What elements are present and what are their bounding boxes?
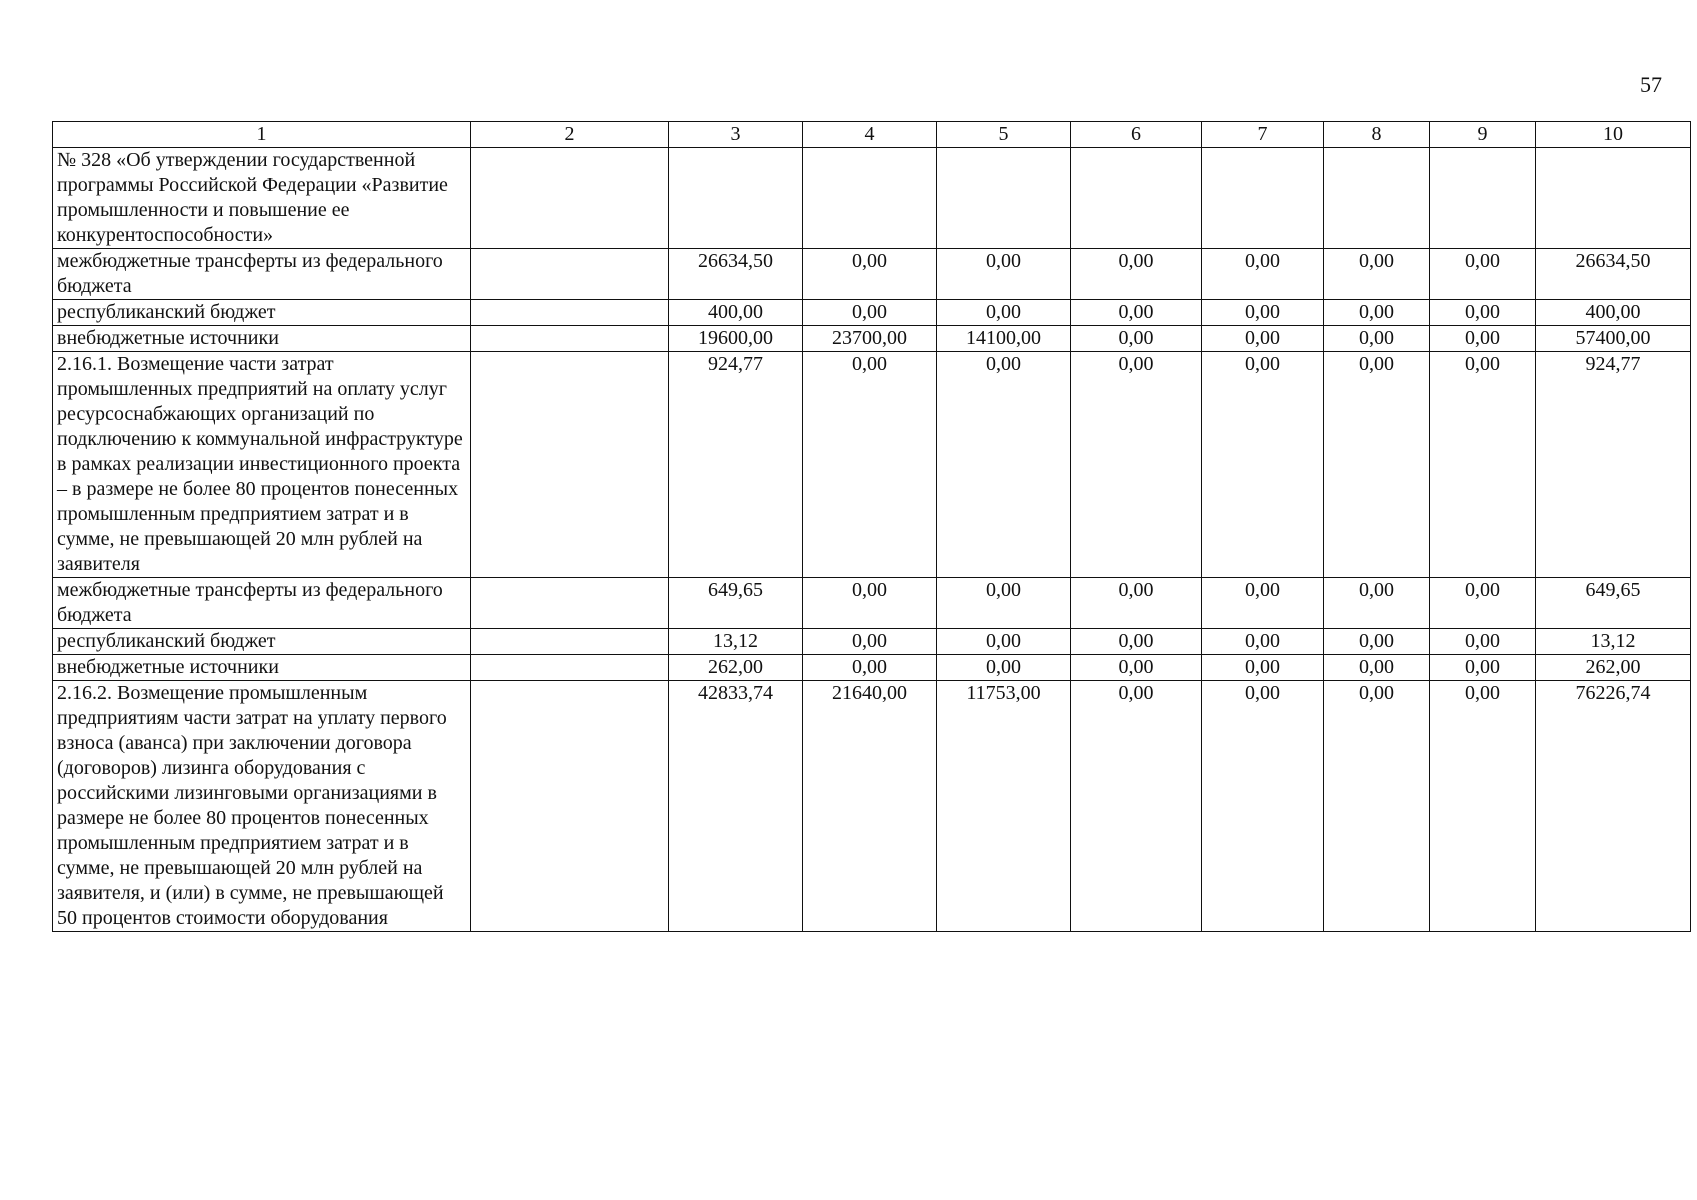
column-header-6: 6: [1071, 122, 1202, 148]
value-cell-col9: 0,00: [1430, 655, 1536, 681]
value-cell-col6: [1071, 148, 1202, 249]
row-col2-cell: [471, 249, 669, 300]
value-cell-col10: 26634,50: [1536, 249, 1691, 300]
row-description: межбюджетные трансферты из федерального бюджета: [53, 578, 471, 629]
table-row: [53, 352, 1691, 578]
row-description: республиканский бюджет: [53, 300, 471, 326]
table-row: [53, 300, 1691, 326]
row-description: внебюджетные источники: [53, 326, 471, 352]
value-cell-col4: 21640,00: [803, 681, 937, 932]
row-col2-cell: [471, 326, 669, 352]
value-cell-col8: 0,00: [1324, 578, 1430, 629]
value-cell-col4: 0,00: [803, 249, 937, 300]
table-row: [53, 578, 1691, 629]
value-cell-col5: 0,00: [937, 578, 1071, 629]
column-header-8: 8: [1324, 122, 1430, 148]
row-description: № 328 «Об утверждении государственной программы Российской Федерации «Развитие промышленности и повышение ее конкурентоспособности»: [53, 148, 471, 249]
value-cell-col9: 0,00: [1430, 681, 1536, 932]
header-row: [53, 122, 1691, 148]
value-cell-col3: 19600,00: [669, 326, 803, 352]
value-cell-col6: 0,00: [1071, 578, 1202, 629]
value-cell-col3: 262,00: [669, 655, 803, 681]
value-cell-col5: 14100,00: [937, 326, 1071, 352]
value-cell-col3: 26634,50: [669, 249, 803, 300]
row-description: межбюджетные трансферты из федерального бюджета: [53, 249, 471, 300]
value-cell-col8: 0,00: [1324, 300, 1430, 326]
column-header-10: 10: [1536, 122, 1691, 148]
value-cell-col10: 924,77: [1536, 352, 1691, 578]
value-cell-col7: 0,00: [1202, 578, 1324, 629]
value-cell-col4: 0,00: [803, 578, 937, 629]
row-col2-cell: [471, 578, 669, 629]
row-description: 2.16.2. Возмещение промышленным предприятиям части затрат на уплату первого взноса (аванса) при заключении договора (договоров) лизинга оборудования с российскими лизинговыми организациями в размере не более 80 процентов понесенных промышленным предприятием затрат и в сумме, не превышающей 20 млн рублей на заявителя, и (или) в сумме, не превышающей 50 процентов стоимости оборудования: [53, 681, 471, 932]
table-row: [53, 681, 1691, 932]
value-cell-col9: 0,00: [1430, 629, 1536, 655]
value-cell-col3: 400,00: [669, 300, 803, 326]
value-cell-col10: 400,00: [1536, 300, 1691, 326]
value-cell-col6: 0,00: [1071, 655, 1202, 681]
row-col2-cell: [471, 300, 669, 326]
value-cell-col6: 0,00: [1071, 629, 1202, 655]
value-cell-col10: 262,00: [1536, 655, 1691, 681]
table-row: [53, 655, 1691, 681]
value-cell-col8: 0,00: [1324, 249, 1430, 300]
value-cell-col6: 0,00: [1071, 300, 1202, 326]
value-cell-col4: 0,00: [803, 300, 937, 326]
column-header-9: 9: [1430, 122, 1536, 148]
value-cell-col3: 42833,74: [669, 681, 803, 932]
row-col2-cell: [471, 681, 669, 932]
value-cell-col4: [803, 148, 937, 249]
value-cell-col7: 0,00: [1202, 681, 1324, 932]
value-cell-col7: [1202, 148, 1324, 249]
table-row: [53, 249, 1691, 300]
value-cell-col8: 0,00: [1324, 326, 1430, 352]
page-number: 57: [1640, 72, 1662, 97]
column-header-2: 2: [471, 122, 669, 148]
row-description: внебюджетные источники: [53, 655, 471, 681]
value-cell-col4: 23700,00: [803, 326, 937, 352]
row-description: 2.16.1. Возмещение части затрат промышленных предприятий на оплату услуг ресурсоснабжающих организаций по подключению к коммунальной инфраструктуре в рамках реализации инвестиционного проекта – в размере не более 80 процентов понесенных промышленным предприятием затрат и в сумме, не превышающей 20 млн рублей на заявителя: [53, 352, 471, 578]
value-cell-col6: 0,00: [1071, 249, 1202, 300]
column-header-7: 7: [1202, 122, 1324, 148]
value-cell-col10: [1536, 148, 1691, 249]
value-cell-col9: 0,00: [1430, 352, 1536, 578]
value-cell-col8: [1324, 148, 1430, 249]
value-cell-col10: 57400,00: [1536, 326, 1691, 352]
value-cell-col4: 0,00: [803, 629, 937, 655]
value-cell-col10: 13,12: [1536, 629, 1691, 655]
column-header-5: 5: [937, 122, 1071, 148]
row-col2-cell: [471, 148, 669, 249]
table-row: [53, 148, 1691, 249]
value-cell-col8: 0,00: [1324, 655, 1430, 681]
value-cell-col3: 13,12: [669, 629, 803, 655]
value-cell-col9: 0,00: [1430, 326, 1536, 352]
value-cell-col9: [1430, 148, 1536, 249]
row-description: республиканский бюджет: [53, 629, 471, 655]
value-cell-col3: [669, 148, 803, 249]
row-col2-cell: [471, 352, 669, 578]
value-cell-col9: 0,00: [1430, 300, 1536, 326]
value-cell-col10: 76226,74: [1536, 681, 1691, 932]
row-col2-cell: [471, 629, 669, 655]
value-cell-col6: 0,00: [1071, 681, 1202, 932]
table-row: [53, 629, 1691, 655]
value-cell-col6: 0,00: [1071, 352, 1202, 578]
table-header: [53, 122, 1691, 148]
table-row: [53, 326, 1691, 352]
budget-table: [52, 121, 1691, 932]
value-cell-col5: 11753,00: [937, 681, 1071, 932]
value-cell-col5: [937, 148, 1071, 249]
value-cell-col6: 0,00: [1071, 326, 1202, 352]
value-cell-col5: 0,00: [937, 300, 1071, 326]
value-cell-col7: 0,00: [1202, 249, 1324, 300]
value-cell-col7: 0,00: [1202, 629, 1324, 655]
value-cell-col7: 0,00: [1202, 326, 1324, 352]
column-header-4: 4: [803, 122, 937, 148]
value-cell-col8: 0,00: [1324, 629, 1430, 655]
value-cell-col9: 0,00: [1430, 249, 1536, 300]
value-cell-col7: 0,00: [1202, 655, 1324, 681]
value-cell-col10: 649,65: [1536, 578, 1691, 629]
value-cell-col5: 0,00: [937, 352, 1071, 578]
value-cell-col5: 0,00: [937, 655, 1071, 681]
value-cell-col9: 0,00: [1430, 578, 1536, 629]
value-cell-col7: 0,00: [1202, 300, 1324, 326]
value-cell-col4: 0,00: [803, 352, 937, 578]
value-cell-col4: 0,00: [803, 655, 937, 681]
value-cell-col5: 0,00: [937, 249, 1071, 300]
value-cell-col8: 0,00: [1324, 352, 1430, 578]
value-cell-col5: 0,00: [937, 629, 1071, 655]
value-cell-col3: 924,77: [669, 352, 803, 578]
value-cell-col8: 0,00: [1324, 681, 1430, 932]
value-cell-col7: 0,00: [1202, 352, 1324, 578]
value-cell-col3: 649,65: [669, 578, 803, 629]
table-body: [53, 148, 1691, 932]
column-header-1: 1: [53, 122, 471, 148]
column-header-3: 3: [669, 122, 803, 148]
row-col2-cell: [471, 655, 669, 681]
